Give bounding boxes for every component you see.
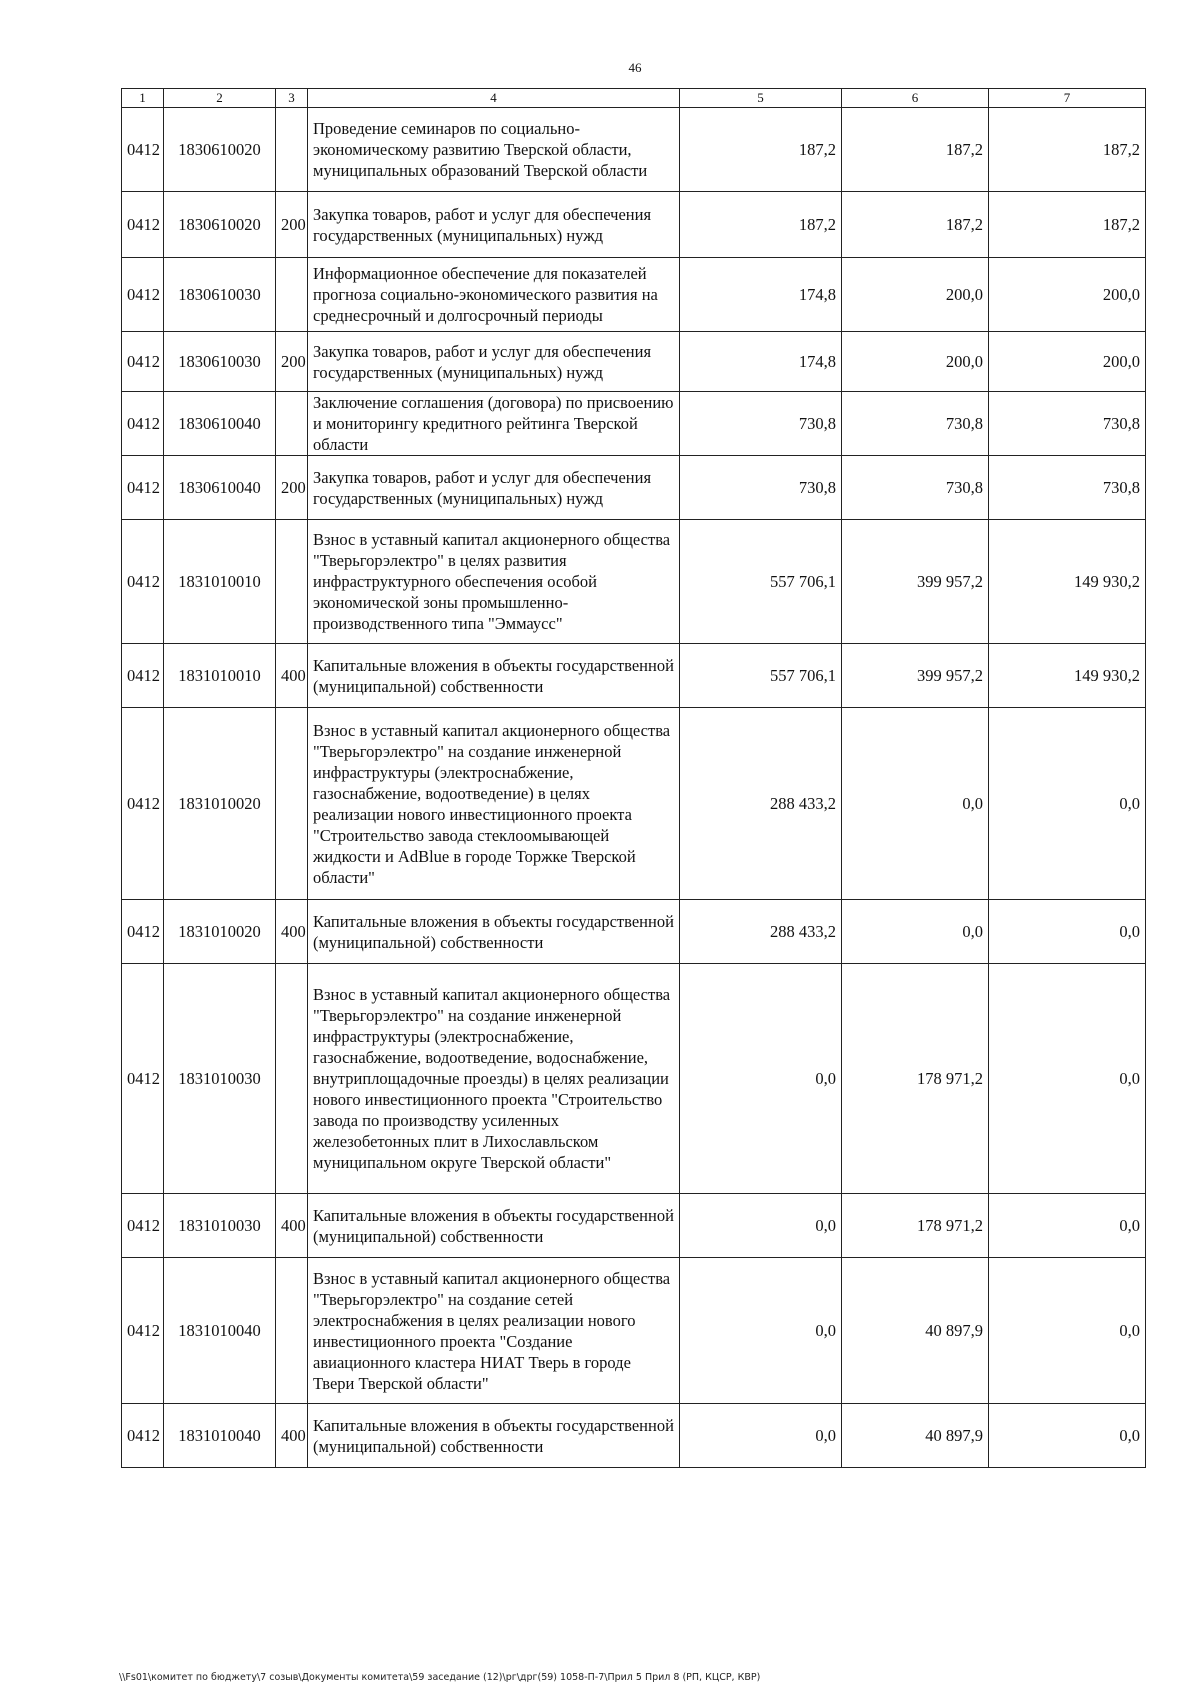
table-row — [122, 1404, 1146, 1468]
table-row — [122, 332, 1146, 392]
item-name-cell: Капитальные вложения в объекты государственной (муниципальной) собственности — [308, 1404, 680, 1468]
target-code-cell: 1830610040 — [164, 392, 276, 456]
amount-col5-cell: 730,8 — [680, 456, 842, 520]
amount-col6-cell: 730,8 — [842, 456, 989, 520]
expense-type-cell — [276, 108, 308, 192]
table-row — [122, 108, 1146, 192]
amount-col7-cell: 149 930,2 — [989, 644, 1146, 708]
target-code-cell: 1831010030 — [164, 964, 276, 1194]
item-name-cell: Взнос в уставный капитал акционерного общества "Тверьгорэлектро" в целях развития инфраструктурного обеспечения особой экономической зоны промышленно-производственного типа "Эммаусс" — [308, 520, 680, 644]
amount-col5-cell: 187,2 — [680, 192, 842, 258]
expense-type-cell — [276, 520, 308, 644]
column-number: 6 — [842, 89, 989, 108]
amount-col7-cell: 0,0 — [989, 1258, 1146, 1404]
amount-col7-cell: 187,2 — [989, 192, 1146, 258]
section-code-cell: 0412 — [122, 1194, 164, 1258]
section-code-cell: 0412 — [122, 108, 164, 192]
amount-col7-cell: 200,0 — [989, 332, 1146, 392]
expense-type-cell: 200 — [276, 192, 308, 258]
amount-col6-cell: 40 897,9 — [842, 1404, 989, 1468]
item-name-cell: Капитальные вложения в объекты государственной (муниципальной) собственности — [308, 644, 680, 708]
amount-col5-cell: 187,2 — [680, 108, 842, 192]
section-code-cell: 0412 — [122, 964, 164, 1194]
amount-col5-cell: 174,8 — [680, 258, 842, 332]
amount-col5-cell: 288 433,2 — [680, 708, 842, 900]
section-code-cell: 0412 — [122, 1258, 164, 1404]
amount-col6-cell: 178 971,2 — [842, 1194, 989, 1258]
amount-col5-cell: 0,0 — [680, 1194, 842, 1258]
amount-col6-cell: 187,2 — [842, 108, 989, 192]
expense-type-cell — [276, 708, 308, 900]
column-number: 2 — [164, 89, 276, 108]
table-row — [122, 258, 1146, 332]
target-code-cell: 1831010040 — [164, 1258, 276, 1404]
amount-col5-cell: 0,0 — [680, 1404, 842, 1468]
table-row — [122, 900, 1146, 964]
amount-col7-cell: 730,8 — [989, 392, 1146, 456]
item-name-cell: Проведение семинаров по социально-экономическому развитию Тверской области, муниципальных образований Тверской области — [308, 108, 680, 192]
target-code-cell: 1831010030 — [164, 1194, 276, 1258]
budget-table — [121, 88, 1146, 1468]
column-number: 7 — [989, 89, 1146, 108]
column-number-row — [122, 89, 1146, 108]
target-code-cell: 1831010020 — [164, 708, 276, 900]
table-row — [122, 520, 1146, 644]
section-code-cell: 0412 — [122, 332, 164, 392]
target-code-cell: 1831010020 — [164, 900, 276, 964]
section-code-cell: 0412 — [122, 644, 164, 708]
expense-type-cell: 200 — [276, 332, 308, 392]
item-name-cell: Капитальные вложения в объекты государственной (муниципальной) собственности — [308, 1194, 680, 1258]
amount-col7-cell: 0,0 — [989, 964, 1146, 1194]
target-code-cell: 1830610020 — [164, 192, 276, 258]
amount-col6-cell: 399 957,2 — [842, 520, 989, 644]
section-code-cell: 0412 — [122, 192, 164, 258]
section-code-cell: 0412 — [122, 1404, 164, 1468]
file-path-footer: \\Fs01\комитет по бюджету\7 созыв\Документы комитета\59 заседание (12)\рг\дрг(59) 1058-П-7\Прил 5 Прил 8 (РП, КЦСР, КВР) — [119, 1672, 761, 1683]
amount-col6-cell: 200,0 — [842, 258, 989, 332]
table-row — [122, 644, 1146, 708]
section-code-cell: 0412 — [122, 520, 164, 644]
section-code-cell: 0412 — [122, 392, 164, 456]
expense-type-cell: 400 — [276, 900, 308, 964]
amount-col6-cell: 200,0 — [842, 332, 989, 392]
expense-type-cell — [276, 392, 308, 456]
table-row — [122, 964, 1146, 1194]
column-number: 1 — [122, 89, 164, 108]
target-code-cell: 1831010040 — [164, 1404, 276, 1468]
amount-col5-cell: 288 433,2 — [680, 900, 842, 964]
expense-type-cell: 400 — [276, 644, 308, 708]
amount-col5-cell: 0,0 — [680, 964, 842, 1194]
amount-col7-cell: 149 930,2 — [989, 520, 1146, 644]
amount-col7-cell: 730,8 — [989, 456, 1146, 520]
table-row — [122, 192, 1146, 258]
item-name-cell: Взнос в уставный капитал акционерного общества "Тверьгорэлектро" на создание инженерной инфраструктуры (электроснабжение, газоснабжение, водоотведение, водоснабжение, внутриплощадочные проезды) в целях реализации нового инвестиционного проекта "Строительство завода по производству усиленных железобетонных плит в Лихославльском муниципальном округе Тверской области" — [308, 964, 680, 1194]
expense-type-cell — [276, 1258, 308, 1404]
amount-col6-cell: 40 897,9 — [842, 1258, 989, 1404]
item-name-cell: Закупка товаров, работ и услуг для обеспечения государственных (муниципальных) нужд — [308, 192, 680, 258]
expense-type-cell: 400 — [276, 1194, 308, 1258]
amount-col7-cell: 200,0 — [989, 258, 1146, 332]
amount-col6-cell: 178 971,2 — [842, 964, 989, 1194]
amount-col6-cell: 399 957,2 — [842, 644, 989, 708]
amount-col6-cell: 187,2 — [842, 192, 989, 258]
page-number: 46 — [628, 60, 642, 75]
target-code-cell: 1830610020 — [164, 108, 276, 192]
section-code-cell: 0412 — [122, 456, 164, 520]
amount-col5-cell: 174,8 — [680, 332, 842, 392]
target-code-cell: 1831010010 — [164, 520, 276, 644]
table-row — [122, 1194, 1146, 1258]
amount-col6-cell: 0,0 — [842, 900, 989, 964]
expense-type-cell: 400 — [276, 1404, 308, 1468]
table-row — [122, 392, 1146, 456]
table-row — [122, 456, 1146, 520]
item-name-cell: Взнос в уставный капитал акционерного общества "Тверьгорэлектро" на создание инженерной инфраструктуры (электроснабжение, газоснабжение, водоотведение) в целях реализации нового инвестиционного проекта "Строительство завода стеклоомывающей жидкости и AdBlue в городе Торжке Тверской области" — [308, 708, 680, 900]
amount-col5-cell: 0,0 — [680, 1258, 842, 1404]
amount-col7-cell: 0,0 — [989, 1404, 1146, 1468]
column-number: 5 — [680, 89, 842, 108]
column-number: 3 — [276, 89, 308, 108]
expense-type-cell — [276, 964, 308, 1194]
item-name-cell: Взнос в уставный капитал акционерного общества "Тверьгорэлектро" на создание сетей электроснабжения в целях реализации нового инвестиционного проекта "Создание авиационного кластера НИАТ Тверь в городе Твери Тверской области" — [308, 1258, 680, 1404]
amount-col6-cell: 730,8 — [842, 392, 989, 456]
expense-type-cell — [276, 258, 308, 332]
item-name-cell: Закупка товаров, работ и услуг для обеспечения государственных (муниципальных) нужд — [308, 332, 680, 392]
target-code-cell: 1830610040 — [164, 456, 276, 520]
expense-type-cell: 200 — [276, 456, 308, 520]
item-name-cell: Заключение соглашения (договора) по присвоению и мониторингу кредитного рейтинга Тверской области — [308, 392, 680, 456]
item-name-cell: Закупка товаров, работ и услуг для обеспечения государственных (муниципальных) нужд — [308, 456, 680, 520]
section-code-cell: 0412 — [122, 900, 164, 964]
item-name-cell: Информационное обеспечение для показателей прогноза социально-экономического развития на среднесрочный и долгосрочный периоды — [308, 258, 680, 332]
table-row — [122, 708, 1146, 900]
amount-col7-cell: 0,0 — [989, 708, 1146, 900]
section-code-cell: 0412 — [122, 258, 164, 332]
amount-col7-cell: 0,0 — [989, 900, 1146, 964]
amount-col5-cell: 557 706,1 — [680, 644, 842, 708]
table-row — [122, 1258, 1146, 1404]
item-name-cell: Капитальные вложения в объекты государственной (муниципальной) собственности — [308, 900, 680, 964]
target-code-cell: 1830610030 — [164, 258, 276, 332]
amount-col7-cell: 0,0 — [989, 1194, 1146, 1258]
amount-col5-cell: 557 706,1 — [680, 520, 842, 644]
target-code-cell: 1830610030 — [164, 332, 276, 392]
column-number: 4 — [308, 89, 680, 108]
amount-col5-cell: 730,8 — [680, 392, 842, 456]
section-code-cell: 0412 — [122, 708, 164, 900]
amount-col6-cell: 0,0 — [842, 708, 989, 900]
amount-col7-cell: 187,2 — [989, 108, 1146, 192]
target-code-cell: 1831010010 — [164, 644, 276, 708]
